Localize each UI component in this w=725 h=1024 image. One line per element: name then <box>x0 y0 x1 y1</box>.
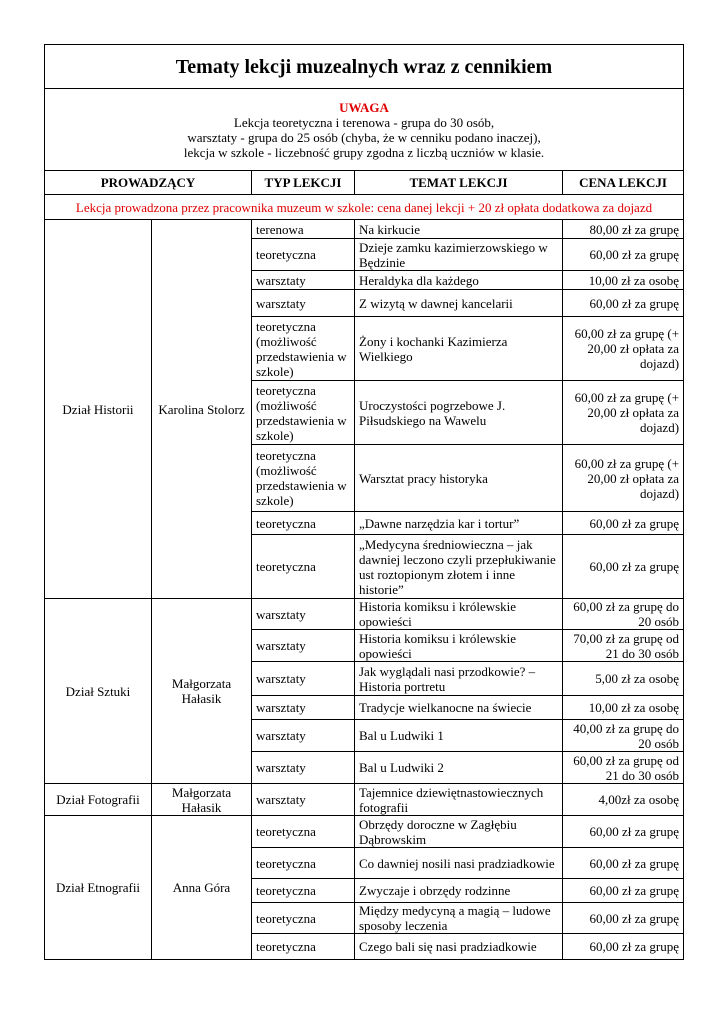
department-cell: Dział Fotografii <box>45 784 152 816</box>
lesson-type-cell: warsztaty <box>252 784 355 816</box>
lesson-type-cell: teoretyczna (możliwość przedstawienia w szkole) <box>252 381 355 445</box>
lesson-topic-cell: Z wizytą w dawnej kancelarii <box>355 290 563 317</box>
lesson-topic-cell: „Medycyna średniowieczna – jak dawniej leczono czyli przepłukiwanie ust roztopionym złotem i inne historie” <box>355 535 563 599</box>
warning-label: UWAGA <box>339 99 389 115</box>
table-row <box>45 784 684 816</box>
title-row <box>45 45 684 89</box>
school-note: Lekcja prowadzona przez pracownika muzeum w szkole: cena danej lekcji + 20 zł opłata dodatkowa za dojazd <box>45 195 684 220</box>
lesson-type-cell: teoretyczna <box>252 879 355 903</box>
header-temat: TEMAT LEKCJI <box>355 171 563 195</box>
lesson-price-cell: 60,00 zł za grupę <box>563 848 684 879</box>
department-cell: Dział Etnografii <box>45 816 152 960</box>
note-line: lekcja w szkole - liczebność grupy zgodna z liczbą uczniów w klasie. <box>183 144 545 160</box>
lesson-type-cell: teoretyczna <box>252 848 355 879</box>
lesson-price-cell: 60,00 zł za grupę <box>563 816 684 848</box>
lesson-price-cell: 80,00 zł za grupę <box>563 220 684 239</box>
lesson-price-cell: 5,00 zł za osobę <box>563 662 684 696</box>
lesson-type-cell: terenowa <box>252 220 355 239</box>
document <box>44 44 683 960</box>
header-row <box>45 171 684 195</box>
table-row <box>45 220 684 239</box>
note-line: Lekcja teoretyczna i terenowa - grupa do 30 osób, <box>233 114 495 130</box>
lessons-table <box>44 44 684 960</box>
lesson-type-cell: teoretyczna <box>252 934 355 960</box>
lesson-price-cell: 60,00 zł za grupę (+ 20,00 zł opłata za dojazd) <box>563 445 684 512</box>
note-box <box>45 89 684 171</box>
person-cell: Małgorzata Hałasik <box>152 599 252 784</box>
table-row <box>45 816 684 848</box>
lesson-price-cell: 60,00 zł za grupę <box>563 934 684 960</box>
lesson-price-cell: 10,00 zł za osobę <box>563 271 684 290</box>
lesson-type-cell: warsztaty <box>252 752 355 784</box>
note-line: warsztaty - grupa do 25 osób (chyba, że w cenniku podano inaczej), <box>187 129 541 145</box>
lesson-type-cell: teoretyczna (możliwość przedstawienia w szkole) <box>252 317 355 381</box>
lesson-type-cell: warsztaty <box>252 290 355 317</box>
header-cena: CENA LEKCJI <box>563 171 684 195</box>
lesson-topic-cell: Między medycyną a magią – ludowe sposoby leczenia <box>355 903 563 934</box>
lesson-topic-cell: Czego bali się nasi pradziadkowie <box>355 934 563 960</box>
page-title: Tematy lekcji muzealnych wraz z cennikiem <box>45 45 684 89</box>
lesson-topic-cell: Jak wyglądali nasi przodkowie? – Historia portretu <box>355 662 563 696</box>
department-cell: Dział Historii <box>45 220 152 599</box>
lesson-type-cell: teoretyczna <box>252 512 355 535</box>
lesson-price-cell: 60,00 zł za grupę <box>563 879 684 903</box>
lesson-price-cell: 60,00 zł za grupę <box>563 290 684 317</box>
lesson-topic-cell: Heraldyka dla każdego <box>355 271 563 290</box>
lesson-price-cell: 60,00 zł za grupę do 20 osób <box>563 599 684 630</box>
lesson-topic-cell: Na kirkucie <box>355 220 563 239</box>
lesson-type-cell: warsztaty <box>252 271 355 290</box>
lesson-price-cell: 4,00zł za osobę <box>563 784 684 816</box>
lesson-topic-cell: Bal u Ludwiki 1 <box>355 720 563 752</box>
lesson-price-cell: 40,00 zł za grupę do 20 osób <box>563 720 684 752</box>
lesson-type-cell: teoretyczna <box>252 903 355 934</box>
lesson-type-cell: warsztaty <box>252 630 355 662</box>
lesson-type-cell: teoretyczna <box>252 239 355 271</box>
lesson-topic-cell: Bal u Ludwiki 2 <box>355 752 563 784</box>
lesson-topic-cell: Zwyczaje i obrzędy rodzinne <box>355 879 563 903</box>
lesson-price-cell: 70,00 zł za grupę od 21 do 30 osób <box>563 630 684 662</box>
lesson-topic-cell: Historia komiksu i królewskie opowieści <box>355 599 563 630</box>
lesson-topic-cell: „Dawne narzędzia kar i tortur” <box>355 512 563 535</box>
lesson-price-cell: 60,00 zł za grupę <box>563 535 684 599</box>
lesson-topic-cell: Uroczystości pogrzebowe J. Piłsudskiego na Wawelu <box>355 381 563 445</box>
lesson-price-cell: 60,00 zł za grupę <box>563 239 684 271</box>
department-cell: Dział Sztuki <box>45 599 152 784</box>
table-row <box>45 599 684 630</box>
lesson-topic-cell: Co dawniej nosili nasi pradziadkowie <box>355 848 563 879</box>
lesson-price-cell: 60,00 zł za grupę od 21 do 30 osób <box>563 752 684 784</box>
person-cell: Anna Góra <box>152 816 252 960</box>
lesson-type-cell: warsztaty <box>252 720 355 752</box>
lesson-topic-cell: Żony i kochanki Kazimierza Wielkiego <box>355 317 563 381</box>
lesson-topic-cell: Tradycje wielkanocne na świecie <box>355 696 563 720</box>
lesson-price-cell: 60,00 zł za grupę <box>563 903 684 934</box>
lesson-topic-cell: Warsztat pracy historyka <box>355 445 563 512</box>
person-cell: Małgorzata Hałasik <box>152 784 252 816</box>
lesson-price-cell: 60,00 zł za grupę <box>563 512 684 535</box>
person-cell: Karolina Stolorz <box>152 220 252 599</box>
school-note-row <box>45 195 684 220</box>
lesson-topic-cell: Historia komiksu i królewskie opowieści <box>355 630 563 662</box>
lesson-type-cell: teoretyczna <box>252 816 355 848</box>
lesson-type-cell: teoretyczna <box>252 535 355 599</box>
lesson-type-cell: teoretyczna (możliwość przedstawienia w szkole) <box>252 445 355 512</box>
lesson-type-cell: warsztaty <box>252 599 355 630</box>
lesson-topic-cell: Tajemnice dziewiętnastowiecznych fotografii <box>355 784 563 816</box>
note-row <box>45 89 684 171</box>
lesson-price-cell: 60,00 zł za grupę (+ 20,00 zł opłata za dojazd) <box>563 381 684 445</box>
lesson-price-cell: 60,00 zł za grupę (+ 20,00 zł opłata za dojazd) <box>563 317 684 381</box>
header-prowadzacy: PROWADZĄCY <box>45 171 252 195</box>
lesson-type-cell: warsztaty <box>252 696 355 720</box>
lesson-topic-cell: Obrzędy doroczne w Zagłębiu Dąbrowskim <box>355 816 563 848</box>
lesson-topic-cell: Dzieje zamku kazimierzowskiego w Będzinie <box>355 239 563 271</box>
header-typ: TYP LEKCJI <box>252 171 355 195</box>
lesson-type-cell: warsztaty <box>252 662 355 696</box>
lesson-price-cell: 10,00 zł za osobę <box>563 696 684 720</box>
